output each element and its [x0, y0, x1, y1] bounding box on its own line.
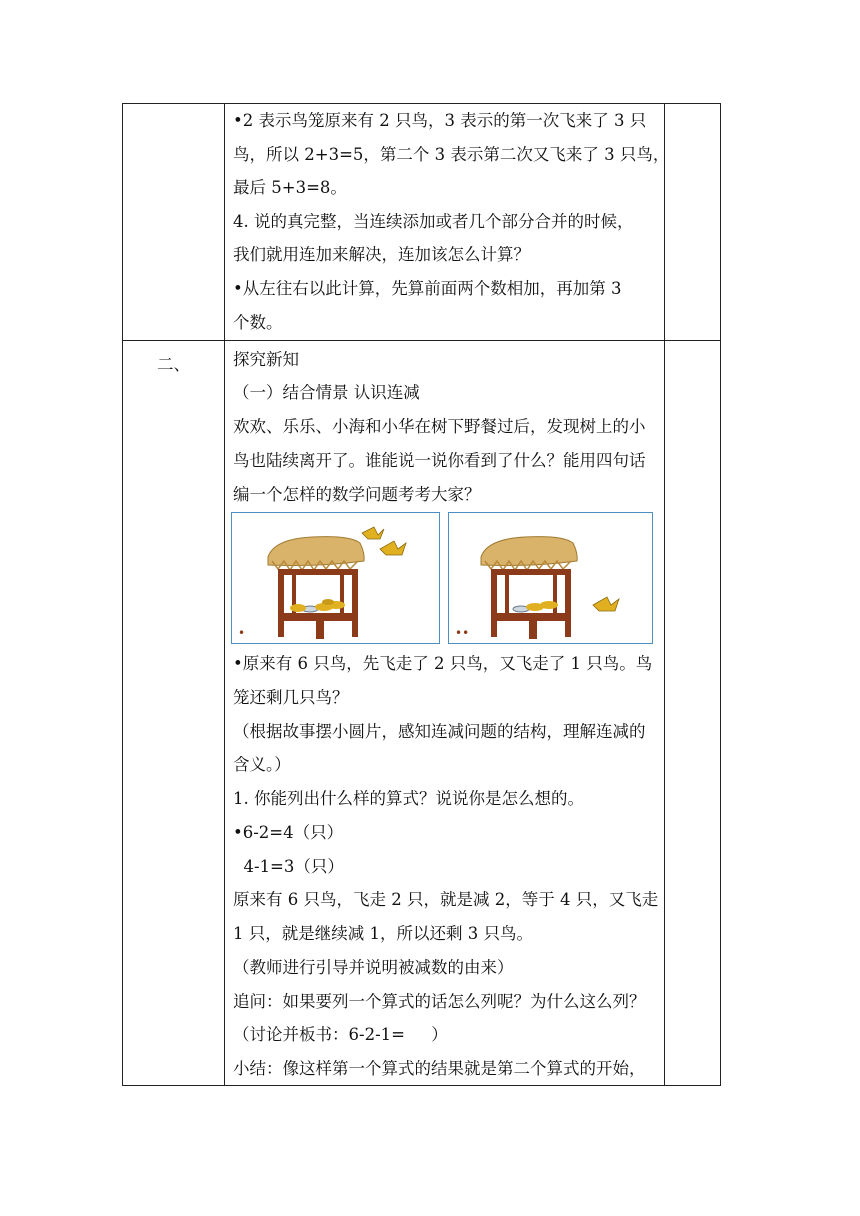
- cage-illustration: [481, 537, 619, 639]
- text-line: 4. 说的真完整，当连续添加或者几个部分合并的时候，: [233, 212, 634, 231]
- text-line: 个数。: [233, 313, 283, 332]
- table-border-right: [720, 103, 721, 1086]
- table-row-divider: [122, 340, 721, 341]
- table-divider-1: [224, 103, 225, 1086]
- text-line: 追问：如果要列一个算式的话怎么列呢？为什么这么列？: [233, 992, 646, 1011]
- text-line: 鸟也陆续离开了。谁能说一说你看到了什么？能用四句话: [233, 451, 646, 470]
- text-line: 我们就用连加来解决，连加该怎么计算？: [233, 245, 530, 264]
- text-line: 欢欢、乐乐、小海和小华在树下野餐过后，发现树上的小: [233, 417, 646, 436]
- text-line: （根据故事摆小圆片，感知连减问题的结构，理解连减的: [233, 722, 646, 741]
- text-line: 1. 你能列出什么样的算式？说说你是怎么想的。: [233, 789, 584, 808]
- table-border-bottom: [122, 1085, 721, 1086]
- text-line: 鸟，所以 2+3=5，第二个 3 表示第二次又飞来了 3 只鸟，: [233, 145, 670, 164]
- section-subheading: （一）结合情景 认识连减: [233, 383, 420, 402]
- text-line: 笼还剩几只鸟？: [233, 688, 349, 707]
- text-line: （讨论并板书：6-2-1= ）: [233, 1025, 448, 1044]
- text-line: •2 表示鸟笼原来有 2 只鸟，3 表示的第一次飞来了 3 只: [233, 111, 647, 130]
- text-line: 编一个怎样的数学问题考考大家？: [233, 485, 481, 504]
- table-divider-2: [664, 103, 665, 1086]
- caption-dots: •: [238, 626, 246, 640]
- text-line: •6-2=4（只）: [233, 823, 344, 842]
- table-border-left: [122, 103, 123, 1086]
- caption-dots: ••: [455, 626, 470, 640]
- text-line: 小结：像这样第一个算式的结果就是第二个算式的开始，: [233, 1059, 646, 1078]
- text-line: 含义。）: [233, 755, 291, 774]
- section-heading: 探究新知: [233, 350, 299, 369]
- birdcage-one-bird-flying-image: [448, 512, 653, 644]
- text-line: 4-1=3（只）: [233, 857, 344, 876]
- text-line: 1 只，就是继续减 1，所以还剩 3 只鸟。: [233, 924, 533, 943]
- text-line: 原来有 6 只鸟，飞走 2 只，就是减 2，等于 4 只，又飞走: [233, 890, 659, 909]
- text-line: •从左往右以此计算，先算前面两个数相加，再加第 3: [233, 279, 622, 298]
- text-line: •原来有 6 只鸟，先飞走了 2 只鸟，又飞走了 1 只鸟。鸟: [233, 654, 653, 673]
- birdcage-two-birds-flying-image: [231, 512, 440, 644]
- text-line: 最后 5+3=8。: [233, 178, 347, 197]
- table-border-top: [122, 103, 721, 104]
- text-line: （教师进行引导并说明被减数的由来）: [233, 958, 514, 977]
- section-label: 二、: [157, 355, 190, 374]
- cage-illustration: [268, 527, 406, 639]
